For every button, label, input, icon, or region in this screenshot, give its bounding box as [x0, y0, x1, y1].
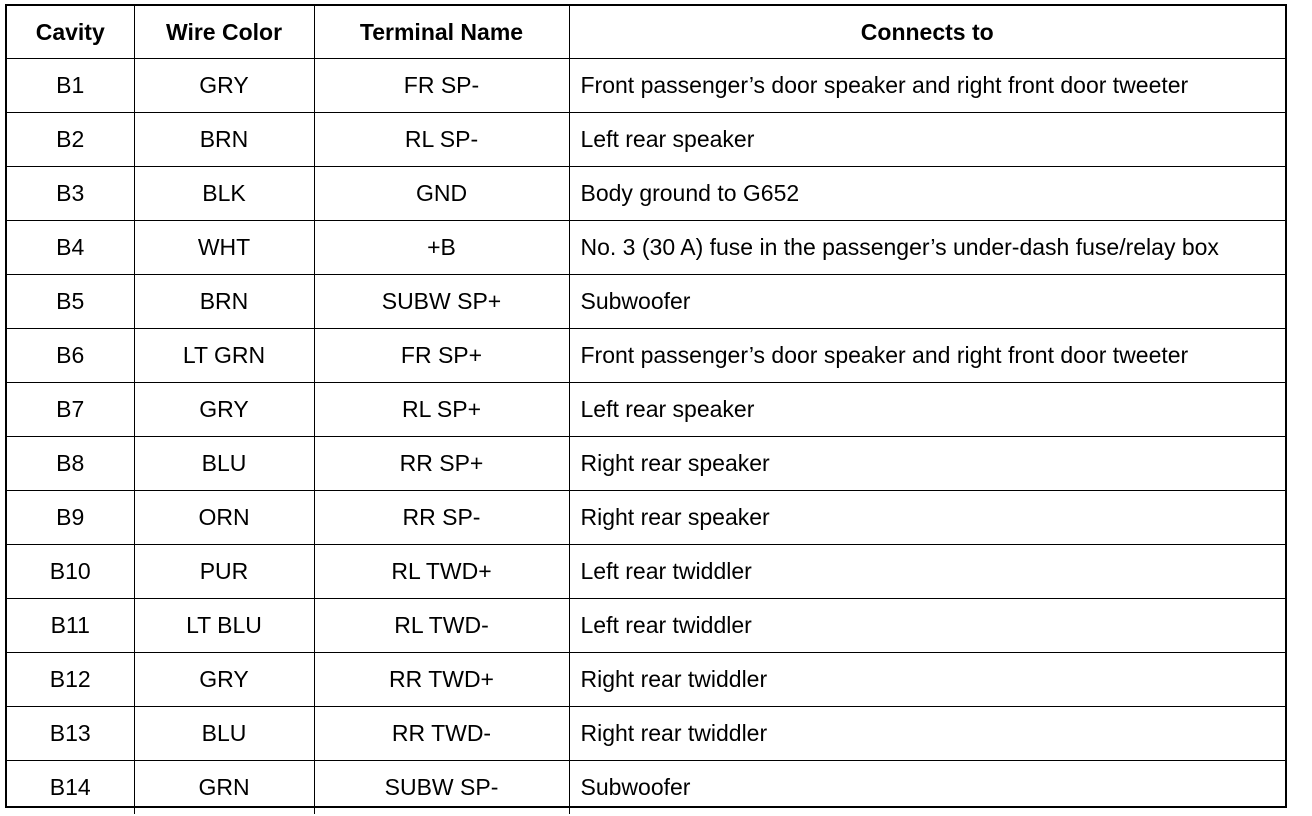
cell-cavity: B10 [7, 545, 134, 599]
cell-connects-to: Body ground to G652 [569, 167, 1285, 221]
cell-connects-to: Subwoofer [569, 275, 1285, 329]
cell-connects-to: Subwoofer [569, 761, 1285, 815]
cell-terminal-name: +B [314, 221, 569, 275]
cell-terminal-name: RL TWD+ [314, 545, 569, 599]
cell-cavity: B13 [7, 707, 134, 761]
cell-cavity: B7 [7, 383, 134, 437]
cell-connects-to: Right rear speaker [569, 491, 1285, 545]
cell-cavity: B5 [7, 275, 134, 329]
cell-terminal-name: RR SP- [314, 491, 569, 545]
table-row [7, 761, 1285, 815]
cell-wire-color: ORN [134, 491, 314, 545]
cell-wire-color: LT BLU [134, 599, 314, 653]
table-row [7, 329, 1285, 383]
cell-connects-to: Right rear twiddler [569, 653, 1285, 707]
table-body [7, 59, 1285, 815]
cell-wire-color: BRN [134, 275, 314, 329]
table-row [7, 275, 1285, 329]
table-row [7, 113, 1285, 167]
table-row [7, 491, 1285, 545]
cell-terminal-name: RR TWD- [314, 707, 569, 761]
header-terminal-name: Terminal Name [314, 6, 569, 59]
cell-cavity: B11 [7, 599, 134, 653]
table-row [7, 167, 1285, 221]
table-row [7, 59, 1285, 113]
cell-wire-color: BLU [134, 707, 314, 761]
cell-connects-to: No. 3 (30 A) fuse in the passenger’s under-dash fuse/relay box [569, 221, 1285, 275]
cell-wire-color: GRY [134, 59, 314, 113]
cell-wire-color: BRN [134, 113, 314, 167]
cell-wire-color: LT GRN [134, 329, 314, 383]
cell-terminal-name: RL SP+ [314, 383, 569, 437]
cell-cavity: B12 [7, 653, 134, 707]
cell-connects-to: Left rear twiddler [569, 599, 1285, 653]
cell-cavity: B1 [7, 59, 134, 113]
table-header [7, 6, 1285, 59]
cell-terminal-name: SUBW SP- [314, 761, 569, 815]
cell-terminal-name: RR SP+ [314, 437, 569, 491]
cell-connects-to: Left rear twiddler [569, 545, 1285, 599]
cell-connects-to: Right rear twiddler [569, 707, 1285, 761]
header-cavity: Cavity [7, 6, 134, 59]
cell-wire-color: BLU [134, 437, 314, 491]
table-row [7, 383, 1285, 437]
header-connects-to: Connects to [569, 6, 1285, 59]
connector-terminal-table [7, 6, 1285, 814]
table-row [7, 437, 1285, 491]
cell-connects-to: Right rear speaker [569, 437, 1285, 491]
cell-terminal-name: RL SP- [314, 113, 569, 167]
cell-connects-to: Front passenger’s door speaker and right front door tweeter [569, 329, 1285, 383]
connector-table-frame [5, 4, 1287, 808]
cell-terminal-name: RL TWD- [314, 599, 569, 653]
table-row [7, 221, 1285, 275]
cell-connects-to: Left rear speaker [569, 113, 1285, 167]
cell-connects-to: Left rear speaker [569, 383, 1285, 437]
cell-cavity: B6 [7, 329, 134, 383]
cell-cavity: B8 [7, 437, 134, 491]
cell-wire-color: BLK [134, 167, 314, 221]
cell-cavity: B4 [7, 221, 134, 275]
cell-cavity: B9 [7, 491, 134, 545]
cell-terminal-name: RR TWD+ [314, 653, 569, 707]
cell-cavity: B14 [7, 761, 134, 815]
cell-connects-to: Front passenger’s door speaker and right front door tweeter [569, 59, 1285, 113]
header-wire-color: Wire Color [134, 6, 314, 59]
cell-terminal-name: FR SP- [314, 59, 569, 113]
cell-wire-color: GRN [134, 761, 314, 815]
cell-wire-color: GRY [134, 653, 314, 707]
cell-terminal-name: SUBW SP+ [314, 275, 569, 329]
table-row [7, 707, 1285, 761]
cell-cavity: B3 [7, 167, 134, 221]
cell-wire-color: PUR [134, 545, 314, 599]
cell-cavity: B2 [7, 113, 134, 167]
table-row [7, 545, 1285, 599]
cell-wire-color: WHT [134, 221, 314, 275]
cell-wire-color: GRY [134, 383, 314, 437]
table-row [7, 653, 1285, 707]
cell-terminal-name: GND [314, 167, 569, 221]
header-row [7, 6, 1285, 59]
cell-terminal-name: FR SP+ [314, 329, 569, 383]
table-row [7, 599, 1285, 653]
